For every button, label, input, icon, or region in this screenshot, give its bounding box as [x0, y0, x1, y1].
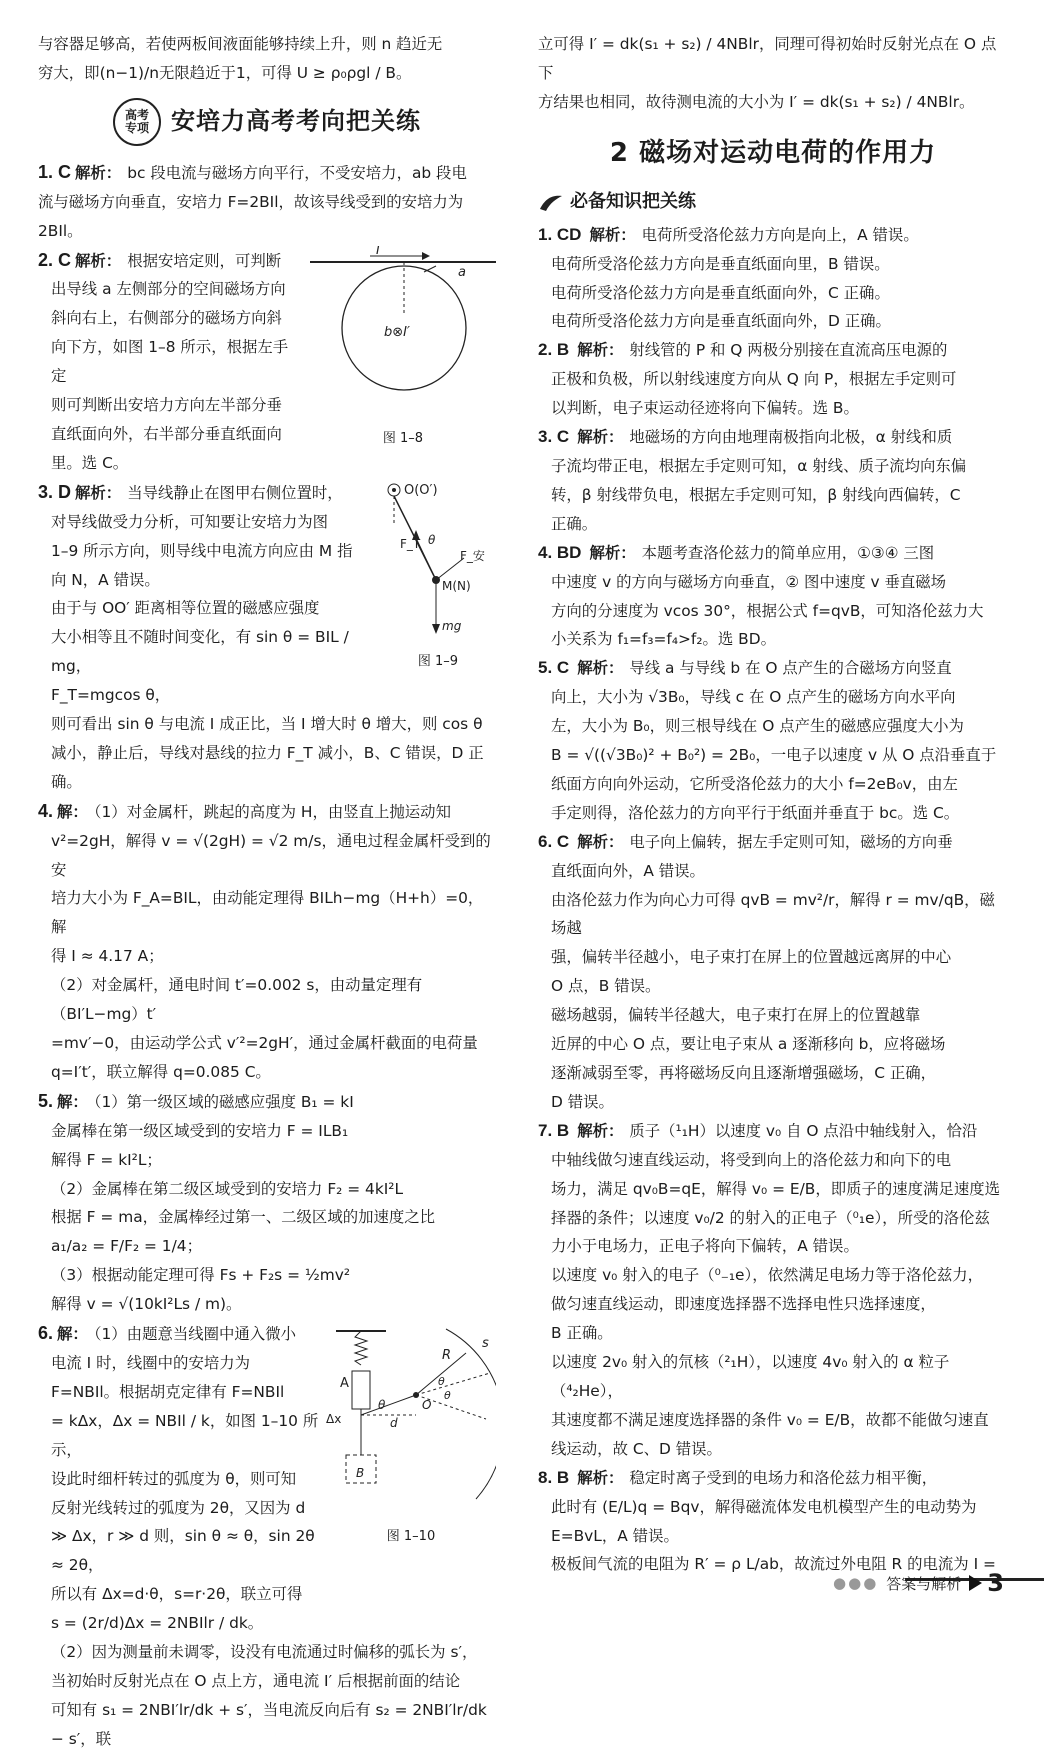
answer-number: 2. B [538, 340, 570, 360]
text-line: 向 N，A 错误。 [51, 570, 160, 589]
question-3 [38, 478, 496, 797]
answer-label: 解析： [75, 251, 122, 270]
text-line: 电荷所受洛伦兹力方向是垂直纸面向外，C 正确。 [551, 283, 890, 302]
badge-line: 高考 [124, 107, 149, 122]
figure-caption: 图 1–8 [382, 431, 424, 447]
answer-number: 4. BD [538, 542, 582, 562]
text-line: 当导线静止在图甲右侧位置时， [127, 483, 343, 502]
section-title: 安培力高考考向把关练 [171, 107, 421, 136]
text-line: 极板间气流的电阻为 R′ = ρ L/ab，故流过外电阻 R 的电流为 I = [551, 1555, 996, 1574]
text-line: D 错误。 [551, 1092, 614, 1111]
text-line: 根据 F = ma，金属棒经过第一、二级区域的加速度之比 [51, 1208, 436, 1227]
text-line: 培力大小为 F_A=BIL，由动能定理得 BILh−mg（H+h）=0，解 [51, 889, 484, 937]
text-line: 逐渐减弱至零，再将磁场反向且逐渐增强磁场，C 正确， [551, 1064, 937, 1082]
badge-line: 专项 [124, 120, 149, 135]
text-line: O 点，B 错误。 [551, 977, 661, 996]
fig-label: d [390, 1416, 398, 1431]
question-4 [538, 539, 1008, 655]
fig-label: a [458, 264, 466, 280]
figure-1-10-drawing [326, 1323, 496, 1513]
answer-number: 6. C [538, 831, 570, 851]
answer-label: 解： [57, 1325, 88, 1344]
right-cont-line: 方结果也相同，故待测电流的大小为 I′ = dk(s₁ + s₂) / 4NBlr。 [538, 92, 975, 111]
text-line: 大小相等且不随时间变化，有 sin θ = BIL / mg， [51, 628, 349, 676]
text-line: 磁场越弱，偏转半径越大，电子束打在屏上的位置越靠 [551, 1006, 921, 1025]
answer-number: 1. C [38, 161, 72, 182]
fig-label: θ [444, 1389, 451, 1403]
text-line: 质子（¹₁H）以速度 v₀ 自 O 点沿中轴线射入，恰沿 [629, 1121, 978, 1140]
question-2 [38, 246, 496, 478]
section-header [38, 94, 496, 150]
text-line: 直纸面向外，右半部分垂直纸面向 [51, 424, 282, 443]
text-line: E=BvL，A 错误。 [551, 1526, 679, 1545]
text-line: B = √((√3B₀)² + B₀²) = 2B₀，一电子以速度 v 从 O 点沿垂直于 [551, 746, 997, 765]
text-line: 近屏的中心 O 点，要让电子束从 a 逐渐移向 b，应将磁场 [551, 1035, 946, 1054]
text-line: 电荷所受洛伦兹力方向是垂直纸面向里，B 错误。 [551, 254, 890, 273]
fig-label: R [442, 1348, 452, 1364]
footer-dots-icon: ●●● [833, 1574, 879, 1592]
fig-label: θ [438, 1375, 445, 1389]
question-2 [538, 336, 1008, 423]
fig-label: F_安 [460, 548, 485, 563]
fig-label: θ [428, 532, 436, 547]
text-line: 斜向右上，右侧部分的磁场方向斜 [51, 309, 282, 328]
fig-label: s [482, 1336, 489, 1352]
text-line: 力小于电场力，正电子将向下偏转，A 错误。 [551, 1237, 859, 1256]
text-line: 得 I ≈ 4.17 A； [51, 947, 164, 966]
left-cont-line: 穷大，即(n−1)/n无限趋近于1，可得 U ≥ ρ₀ρgl / B。 [38, 63, 412, 82]
text-line: 本题考查洛伦兹力的简单应用，①③④ 三图 [641, 543, 935, 562]
text-line: 场力，满足 qv₀B=qE，解得 v₀ = E/B，即质子的速度满足速度选 [551, 1179, 1001, 1198]
text-line: 左，大小为 B₀，则三根导线在 O 点产生的磁感应强度大小为 [551, 717, 964, 736]
figure-caption: 图 1–9 [417, 653, 459, 669]
text-line: s = (2r/d)Δx = 2NBIlr / dk。 [51, 1614, 264, 1633]
text-line: 纸面方向向外运动，它所受洛伦兹力的大小 f=2eB₀v，由左 [551, 774, 958, 793]
text-line: 稳定时离子受到的电场力和洛伦兹力相平衡， [629, 1468, 938, 1487]
right-cont-line: 立可得 I′ = dk(s₁ + s₂) / 4NBlr，同理可得初始时反射光点在 O 点下 [538, 35, 997, 82]
text-line: 转，β 射线带负电，根据左手定则可知，β 射线向西偏转，C [551, 485, 961, 504]
subsection-header [538, 187, 1008, 219]
answer-label: 解： [57, 1092, 88, 1111]
text-line: 中速度 v 的方向与磁场方向垂直，② 图中速度 v 垂直磁场 [551, 572, 947, 591]
text-line: 减小，静止后，导线对悬线的拉力 F_T 减小，B、C 错误，D 正确。 [51, 743, 484, 791]
text-line: 根据安培定则，可判断 [127, 251, 282, 270]
text-line: ≫ Δx，r ≫ d 则，sin θ ≈ θ，sin 2θ ≈ 2θ， [51, 1527, 315, 1575]
question-6 [38, 1319, 496, 1754]
triangle-right-icon [967, 1574, 983, 1592]
answer-label: 解析： [577, 428, 624, 447]
text-line: 流与磁场方向垂直，安培力 F=2BIl，故该导线受到的安培力为 [38, 192, 464, 211]
text-line: 方向的分速度为 vcos 30°，根据公式 f=qvB，可知洛伦兹力大 [551, 601, 984, 620]
left-cont-line: 与容器足够高，若使两板间液面能够持续上升，则 n 趋近无 [38, 35, 443, 53]
text-line: 对导线做受力分析，可知要让安培力为图 [51, 512, 329, 531]
text-line: 正极和负极，所以射线速度方向从 Q 向 P，根据左手定则可 [551, 370, 957, 389]
question-3 [538, 423, 1008, 539]
text-line: 子流均带正电，根据左手定则可知，α 射线、质子流均向东偏 [551, 456, 967, 475]
fig-label: B [356, 1466, 365, 1481]
text-line: 向上，大小为 √3B₀，导线 c 在 O 点产生的磁场方向水平向 [551, 688, 956, 707]
question-4 [38, 797, 496, 1087]
text-line: = kΔx，Δx = NBIl / k，如图 1–10 所示， [51, 1411, 319, 1459]
text-line: 择器的条件；以速度 v₀/2 的射入的正电子（⁰₁e），所受的洛伦兹 [551, 1208, 990, 1227]
answer-label: 解析： [75, 163, 122, 182]
answer-label: 解： [57, 802, 88, 821]
figure-caption: 图 1–10 [386, 1528, 436, 1544]
text-line: （1）对金属杆，跳起的高度为 H，由竖直上抛运动知 [93, 802, 451, 821]
answer-number: 7. B [538, 1120, 570, 1140]
answer-number: 6. [38, 1323, 54, 1344]
text-line: 以判断，电子束运动径迹将向下偏转。选 B。 [551, 399, 859, 418]
text-line: bc 段电流与磁场方向平行，不受安培力，ab 段电 [127, 163, 467, 182]
fig-label: I [376, 245, 380, 258]
answer-label: 解析： [577, 832, 624, 851]
question-1 [38, 158, 496, 246]
text-line: 电子向上偏转，据左手定则可知，磁场的方向垂 [629, 832, 953, 851]
text-line: 由洛伦兹力作为向心力可得 qvB = mv²/r，解得 r = mv/qB，磁场越 [551, 890, 995, 938]
text-line: 电流 I 时，线圈中的安培力为 [51, 1353, 251, 1372]
text-line: F_T=mgcos θ， [51, 686, 171, 705]
figure-1-10 [326, 1323, 496, 1552]
fig-label: F_T [400, 536, 421, 551]
text-line: 以速度 v₀ 射入的电子（⁰₋₁e），依然满足电场力等于洛伦兹力， [551, 1266, 984, 1285]
answer-number: 3. C [538, 427, 570, 447]
text-line: 里。选 C。 [51, 453, 129, 472]
text-line: 电荷所受洛伦兹力方向是垂直纸面向外，D 正确。 [551, 312, 891, 331]
answer-number: 8. B [538, 1467, 570, 1487]
text-line: =mv′−0，由运动学公式 v′²=2gH′，通过金属杆截面的电荷量 [51, 1034, 478, 1052]
text-line: （2）金属棒在第二级区域受到的安培力 F₂ = 4kI²L [51, 1179, 404, 1198]
page-number: 3 [987, 1569, 1004, 1597]
figure-1-9-drawing [380, 478, 496, 638]
question-8 [538, 1464, 1008, 1580]
text-line: 1–9 所示方向，则导线中电流方向应由 M 指 [51, 541, 353, 560]
footer-text: 答案与解析 [886, 1574, 962, 1593]
fig-label: M(N) [442, 578, 471, 593]
subsection-title: 必备知识把关练 [570, 191, 696, 213]
text-line: 可知有 s₁ = 2NBI′lr/dk + s′，当电流反向后有 s₂ = 2NBI′lr/dk − s′，联 [51, 1700, 487, 1748]
answer-number: 4. [38, 800, 54, 821]
answer-number: 5. C [538, 658, 570, 678]
text-line: （3）根据动能定理可得 Fs + F₂s = ½mv² [51, 1266, 351, 1285]
text-line: 正确。 [551, 514, 598, 533]
text-line: 地磁场的方向由地理南极指向北极，α 射线和质 [629, 428, 953, 447]
text-line: 由于与 OO′ 距离相等位置的磁感应强度 [51, 599, 320, 618]
figure-1-9 [380, 478, 496, 677]
text-line: 所以有 Δx=d·θ，s=r·2θ，联立可得 [51, 1585, 303, 1604]
fig-label: O(O′) [404, 482, 438, 498]
text-line: F=NBIl。根据胡克定律有 F=NBIl [51, 1382, 285, 1401]
fig-label: O [422, 1398, 432, 1413]
text-line: 出导线 a 左侧部分的空间磁场方向 [51, 280, 286, 299]
text-line: 2BIl。 [38, 221, 83, 240]
text-line: 直纸面向外，A 错误。 [551, 861, 705, 880]
text-line: 此时有 (E/L)q = Bqv，解得磁流体发电机模型产生的电动势为 [551, 1497, 977, 1516]
fig-label: mg [442, 618, 462, 633]
figure-1-8 [310, 246, 496, 455]
text-line: 解得 F = kI²L； [51, 1150, 162, 1169]
question-7 [538, 1117, 1008, 1464]
text-line: （1）由题意当线圈中通入微小 [93, 1325, 296, 1344]
text-line: 设此时细杆转过的弧度为 θ，则可知 [51, 1469, 297, 1488]
fig-label: Δx [326, 1412, 342, 1427]
text-line: 做匀速直线运动，即速度选择器不选择电性只选择速度， [551, 1295, 936, 1314]
answer-label: 解析： [577, 659, 624, 678]
text-line: 射线管的 P 和 Q 两极分别接在直流高压电源的 [629, 341, 948, 360]
figure-1-8-drawing [310, 246, 496, 416]
text-line: 当初始时反射光点在 O 点上方，通电流 I′ 后根据前面的结论 [51, 1671, 461, 1690]
text-line: 则可判断出安培力方向左半部分垂 [51, 396, 282, 415]
text-line: 反射光线转过的弧度为 2θ，又因为 d [51, 1498, 306, 1517]
text-line: 向下方，如图 1–8 所示，根据左手定 [51, 338, 289, 386]
text-line: （1）第一级区域的磁感应强度 B₁ = kI [93, 1092, 354, 1111]
question-6 [538, 828, 1008, 1117]
text-line: 中轴线做匀速直线运动，将受到向上的洛伦兹力和向下的电 [551, 1150, 952, 1169]
chapter-title: 2 磁场对运动电荷的作用力 [609, 137, 937, 168]
fig-label: A [340, 1376, 349, 1392]
fig-label: b⊗I′ [384, 324, 410, 340]
answer-number: 5. [38, 1090, 54, 1111]
answer-number: 1. CD [538, 224, 582, 244]
answer-label: 解析： [577, 341, 624, 360]
answer-label: 解析： [577, 1468, 624, 1487]
left-column [38, 30, 496, 1754]
answer-number: 3. D [38, 481, 72, 502]
text-line: v²=2gH，解得 v = √(2gH) = √2 m/s，通电过程金属杆受到的安 [51, 831, 491, 879]
text-line: 其速度都不满足速度选择器的条件 v₀ = E/B，故都不能做匀速直 [551, 1410, 989, 1429]
text-line: a₁/a₂ = F/F₂ = 1/4； [51, 1237, 202, 1256]
question-5 [38, 1087, 496, 1319]
answer-label: 解析： [75, 483, 122, 502]
answer-label: 解析： [589, 543, 636, 562]
question-5 [538, 654, 1008, 827]
fig-label: θ [378, 1398, 386, 1413]
page-footer [833, 1569, 1004, 1597]
text-line: 以速度 2v₀ 射入的氘核（²₁H），以速度 4v₀ 射入的 α 粒子（⁴₂He）， [551, 1353, 950, 1400]
answer-number: 2. C [38, 249, 72, 270]
text-line: 手定则得，洛伦兹力的方向平行于纸面并垂直于 bc。选 C。 [551, 803, 960, 822]
question-1 [538, 221, 1008, 337]
answer-label: 解析： [589, 225, 636, 244]
text-line: 则可看出 sin θ 与电流 I 成正比，当 I 增大时 θ 增大，则 cos θ [51, 715, 483, 734]
text-line: 导线 a 与导线 b 在 O 点产生的合磁场方向竖直 [629, 659, 952, 678]
pen-swoosh-icon [538, 193, 564, 213]
text-line: （2）对金属杆，通电时间 t′=0.002 s，由动量定理有（BI′L−mg）t′ [51, 976, 423, 1024]
answer-label: 解析： [577, 1121, 624, 1140]
text-line: （2）因为测量前未调零，设没有电流通过时偏移的弧长为 s′， [51, 1643, 478, 1662]
right-column [538, 30, 1008, 1579]
text-line: q=I′t′，联立解得 q=0.085 C。 [51, 1062, 271, 1081]
text-line: B 正确。 [551, 1324, 613, 1343]
text-line: 强，偏转半径越小，电子束打在屏上的位置越远离屏的中心 [551, 948, 952, 967]
text-line: 线运动，故 C、D 错误。 [551, 1439, 722, 1458]
text-line: 电荷所受洛伦兹力方向是向上，A 错误。 [641, 225, 919, 244]
text-line: 解得 v = √(10kI²Ls / m)。 [51, 1295, 242, 1314]
text-line: 小关系为 f₁=f₃=f₄>f₂。选 BD。 [551, 630, 776, 649]
text-line: 金属棒在第一级区域受到的安培力 F = ILB₁ [51, 1121, 349, 1140]
section-badge [113, 98, 161, 146]
